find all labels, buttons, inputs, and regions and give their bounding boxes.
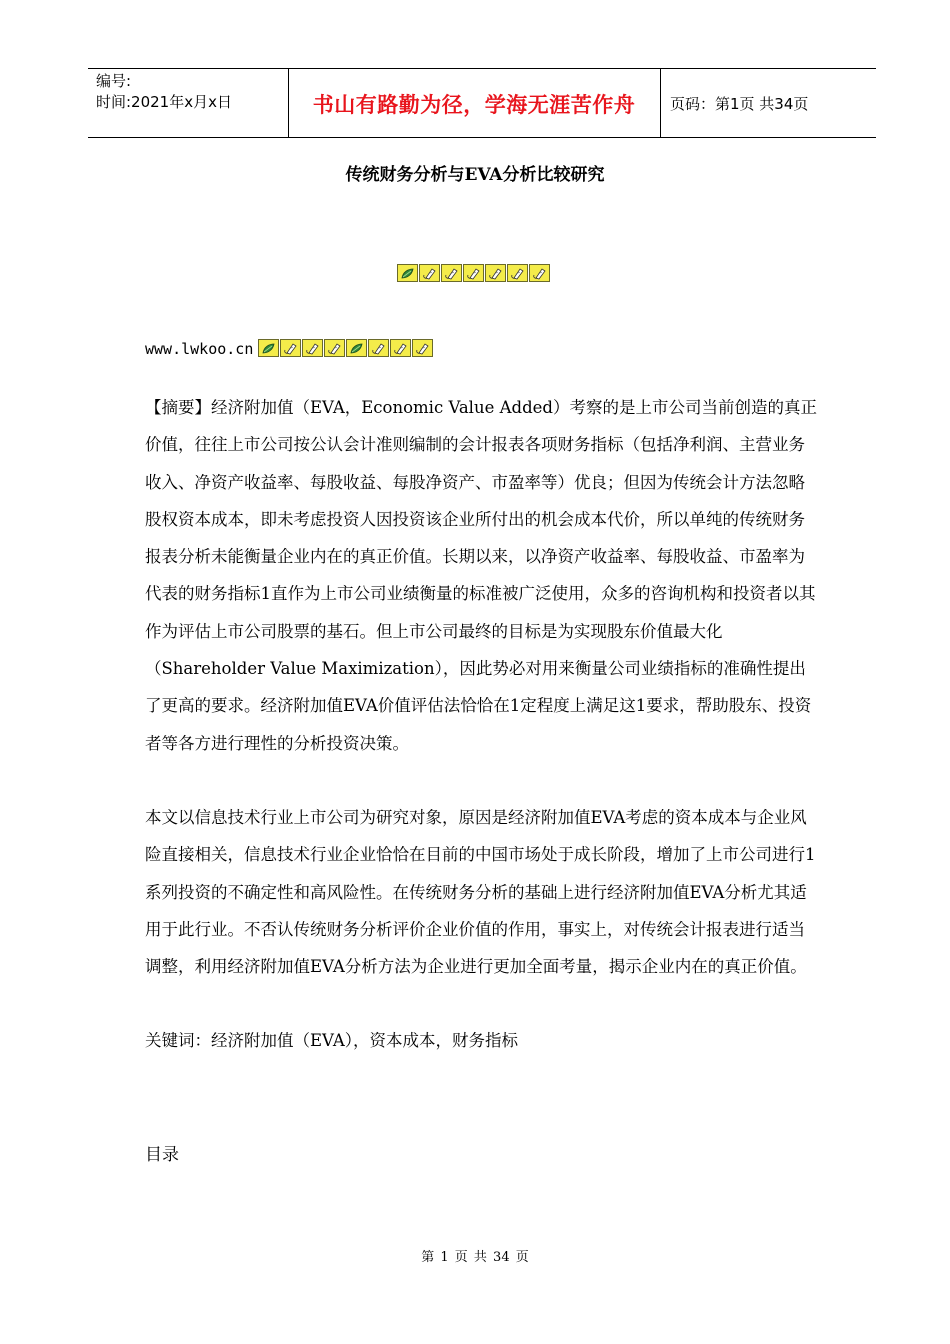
icon-strip (397, 264, 551, 282)
leaf-icon (397, 264, 418, 282)
toc-heading: 目录 (145, 1145, 179, 1165)
scroll-icon (302, 339, 323, 357)
scroll-icon (529, 264, 550, 282)
scroll-icon (507, 264, 528, 282)
scroll-icon (412, 339, 433, 357)
scroll-icon (419, 264, 440, 282)
scroll-icon (324, 339, 345, 357)
header-meta (96, 71, 232, 113)
header-page-info: 页码：第1页 共34页 (670, 95, 809, 113)
scroll-icon (463, 264, 484, 282)
header-motto: 书山有路勤为径，学海无涯苦作舟 (312, 93, 636, 117)
scroll-icon (485, 264, 506, 282)
document-time-label: 时间:2021年x月x日 (96, 93, 232, 111)
abstract-paragraph: 【摘要】经济附加值（EVA，Economic Value Added）考察的是上市公司当前创造的真正价值，往往上市公司按公认会计准则编制的会计报表各项财务指标（包括净利润、主营业务收入、净资产收益率、每股收益、每股净资产、市盈率等）优良；但因为传统会计方法忽略股权资本成本，即未考虑投资人因投资该企业所付出的机会成本代价，所以单纯的传统财务报表分析未能衡量企业内在的真正价值。长期以来，以净资产收益率、每股收益、市盈率为代表的财务指标1直作为上市公司业绩衡量的标准被广泛使用，众多的咨询机构和投资者以其作为评估上市公司股票的基石。但上市公司最终的目标是为实现股东价值最大化（Shareholder Value Maximization），因此势必对用来衡量公司业绩指标的准确性提出了更高的要求。经济附加值EVA价值评估法恰恰在1定程度上满足这1要求，帮助股东、投资者等各方进行理性的分析投资决策。 (145, 398, 817, 753)
scroll-icon (390, 339, 411, 357)
leaf-icon (258, 339, 279, 357)
scroll-icon (280, 339, 301, 357)
keywords-line: 关键词：经济附加值（EVA），资本成本，财务指标 (145, 1031, 519, 1050)
page-footer: 第 1 页 共 34 页 (421, 1250, 529, 1265)
document-title: 传统财务分析与EVA分析比较研究 (345, 165, 605, 185)
scroll-icon (368, 339, 389, 357)
page-header (88, 68, 876, 138)
scroll-icon (441, 264, 462, 282)
icon-strip (258, 339, 434, 357)
body-paragraph: 本文以信息技术行业上市公司为研究对象，原因是经济附加值EVA考虑的资本成本与企业风险直接相关，信息技术行业企业恰恰在目前的中国市场处于成长阶段，增加了上市公司进行1系列投资的不确定性和高风险性。在传统财务分析的基础上进行经济附加值EVA分析尤其适用于此行业。不否认传统财务分析评价企业价值的作用，事实上，对传统会计报表进行适当调整，利用经济附加值EVA分析方法为企业进行更加全面考量，揭示企业内在的真正价值。 (145, 808, 816, 977)
header-divider (660, 69, 661, 137)
document-number-label: 编号: (96, 72, 132, 90)
leaf-icon (346, 339, 367, 357)
site-url[interactable] (145, 340, 253, 358)
site-url-text[interactable]: www.lwkoo.cn (145, 340, 254, 358)
